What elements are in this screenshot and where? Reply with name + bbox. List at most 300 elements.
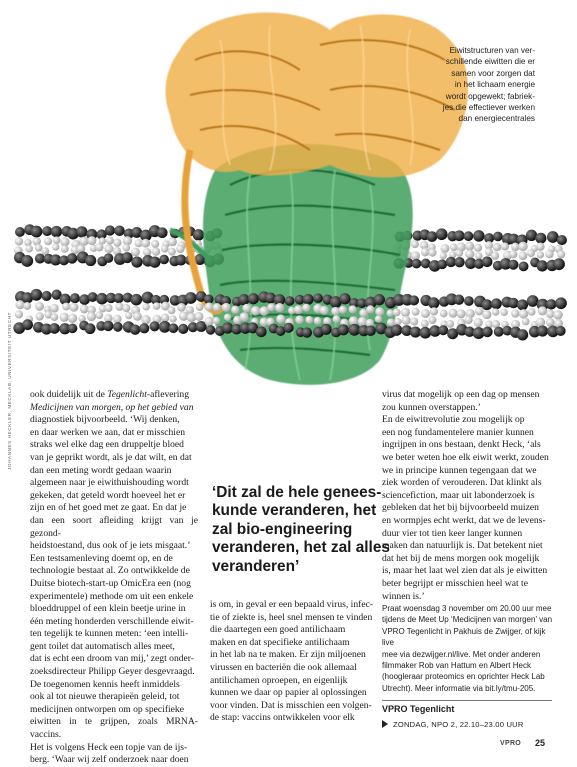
lipid-sphere — [238, 294, 249, 305]
caption-line: jes die effectiever werken — [442, 103, 535, 113]
lipid-sphere — [161, 245, 169, 253]
lipid-sphere — [115, 303, 123, 311]
lipid-sphere — [60, 313, 69, 322]
lipid-sphere — [409, 295, 419, 305]
lipid-sphere — [475, 252, 482, 259]
text-line: maken dan natuurlijk is. Dat betekent niet — [382, 540, 543, 552]
promo-line: mee via dezwijger.nl/live. Met onder anderen — [382, 649, 541, 659]
lipid-sphere — [276, 314, 285, 323]
lipid-sphere — [427, 231, 438, 242]
lipid-sphere — [508, 260, 518, 270]
lipid-sphere — [224, 314, 231, 321]
lipid-sphere — [15, 227, 25, 237]
lipid-sphere — [239, 312, 248, 321]
lipid-sphere — [62, 302, 70, 310]
lipid-sphere — [509, 250, 517, 258]
lipid-sphere — [358, 317, 368, 327]
text-line: straks wel elke dag een druppeltje bloed — [30, 439, 184, 451]
text-line: de stap: vaccins ontwikkelen voor elk — [210, 712, 355, 724]
lipid-sphere — [519, 261, 529, 271]
lipid-sphere — [412, 259, 422, 269]
text-line: virus dat mogelijk op een dag op mensen — [382, 389, 540, 400]
lipid-sphere — [536, 243, 544, 251]
promo-line: VPRO Tegenlicht in Pakhuis de Zwijger, of kijk live — [382, 626, 546, 648]
text-line: algemeen naar je eiwithuishouding wordt — [30, 477, 189, 489]
page-footer — [500, 738, 545, 748]
text-line: en daar werken we aan, dat er misschien — [30, 426, 186, 438]
lipid-sphere — [168, 306, 176, 314]
broadcast-time: ZONDAG, NPO 2, 22.10–23.00 UUR — [393, 719, 524, 729]
quote-line: ‘Dit zal de hele genees- — [212, 484, 382, 501]
text-line: berg. ‘Waar wij zelf onderzoek naar doen — [30, 754, 189, 766]
page-number: 25 — [535, 738, 546, 748]
text-line: gent toilet dat automatisch alles meet, — [30, 640, 175, 652]
lipid-sphere — [169, 323, 179, 333]
lipid-sphere — [501, 309, 508, 316]
lipid-sphere — [519, 251, 528, 260]
promo-line: tijdens de Meet Up ‘Medicijnen van morgen’ van — [382, 615, 553, 625]
caption-line: schillende eiwitten die er — [445, 57, 535, 67]
lipid-sphere — [339, 306, 347, 314]
lipid-sphere — [133, 312, 142, 321]
lipid-sphere — [522, 318, 530, 326]
lipid-sphere — [428, 249, 436, 257]
lipid-sphere — [35, 302, 44, 311]
lipid-sphere — [333, 315, 341, 323]
lipid-sphere — [68, 324, 78, 334]
lipid-sphere — [349, 305, 357, 313]
text-line: ook al tot nieuwe therapieën geleid, tot — [30, 691, 180, 703]
lipid-sphere — [284, 323, 294, 333]
lipid-sphere — [547, 231, 559, 243]
lipid-sphere — [51, 226, 62, 237]
lipid-sphere — [69, 303, 78, 312]
lipid-sphere — [113, 315, 122, 324]
lipid-sphere — [538, 306, 547, 315]
text-line: dat het bij de mens morgen ook mogelijk — [382, 552, 540, 564]
text-line: van je geprikt wordt, als je dat wilt, en dat — [30, 451, 192, 463]
lipid-sphere — [157, 227, 168, 238]
text-line: één meting honderden verschillende eiwit- — [30, 615, 194, 627]
event-promo — [382, 603, 557, 730]
lipid-sphere — [196, 303, 204, 311]
lipid-sphere — [168, 238, 177, 247]
lipid-sphere — [185, 292, 197, 304]
lipid-sphere — [122, 252, 133, 263]
lipid-sphere — [42, 291, 52, 301]
text-line: kunnen we daar op papier al oplossingen — [210, 687, 367, 699]
text-line: eiwitten in te grijpen, zoals MRNA-vaccins. — [30, 716, 198, 741]
promo-line: Praat woensdag 3 november om 20.00 uur mee — [382, 604, 552, 613]
caption-line: dan energiecentrales — [458, 114, 535, 124]
lipid-sphere — [394, 318, 401, 325]
lipid-sphere — [176, 255, 187, 266]
promo-line: Utrecht). Meer informatie via bit.ly/tmu-205. — [382, 683, 536, 693]
lipid-sphere — [295, 315, 304, 324]
lipid-sphere — [87, 312, 96, 321]
lipid-sphere — [546, 318, 555, 327]
lipid-sphere — [123, 236, 132, 245]
text-line: experimentele) methode om uit een enkele — [30, 590, 194, 602]
lipid-sphere — [518, 242, 527, 251]
lipid-sphere — [437, 259, 447, 269]
lipid-sphere — [123, 244, 131, 252]
text-line: zou kunnen overstappen.’ — [382, 401, 481, 413]
lipid-sphere — [242, 304, 251, 313]
lipid-sphere — [42, 226, 52, 236]
text-line: ingrijpen in ons bestaan, denkt Heck, ‘als — [382, 439, 541, 451]
lipid-sphere — [440, 310, 448, 318]
text-line: virussen en bacteriën die ook allemaal — [210, 661, 357, 673]
lipid-sphere — [557, 250, 565, 258]
promo-line: filmmaker Rob van Hattum en Albert Heck — [382, 661, 531, 671]
green-protein — [170, 144, 413, 385]
lipid-sphere — [501, 242, 509, 250]
lipid-sphere — [419, 327, 431, 339]
lipid-sphere — [105, 304, 113, 312]
lipid-sphere — [248, 293, 259, 304]
text-line: dat is echt een droom van mij,’ zegt onder- — [30, 653, 194, 665]
lipid-sphere — [454, 230, 465, 241]
lipid-sphere — [143, 303, 150, 310]
lipid-sphere — [125, 312, 132, 319]
lipid-sphere — [53, 236, 61, 244]
lipid-sphere — [320, 324, 331, 335]
lipid-sphere — [421, 320, 429, 328]
lipid-sphere — [410, 326, 421, 337]
lipid-sphere — [491, 252, 499, 260]
lipid-sphere — [206, 325, 216, 335]
text-line: we in principe kunnen tegengaan dat we — [382, 464, 537, 476]
text-line: En de eiwitrevolutie zou mogelijk op — [382, 414, 525, 426]
text-line: een nog fundamentelere manier kunnen — [382, 426, 534, 438]
lipid-sphere — [402, 316, 411, 325]
article-column-3 — [382, 389, 552, 603]
text-line: duur vier tot tien keer langer kunnen — [382, 527, 523, 539]
lipid-sphere — [365, 326, 376, 337]
text-line: maken en dat specifieke antilichaam — [210, 636, 350, 648]
text-line: is om, in geval er een bepaald virus, infec- — [210, 599, 374, 610]
lipid-sphere — [546, 310, 554, 318]
text-line: ten tegelijk te kunnen meten: ‘een intelli- — [30, 628, 189, 640]
lipid-sphere — [149, 257, 160, 268]
lipid-sphere — [305, 316, 313, 324]
lipid-sphere — [410, 317, 418, 325]
caption-line: in het lichaam energie — [454, 80, 535, 90]
text-line: gebleken dat het bij bijvoorbeeld muizen — [382, 502, 539, 514]
lipid-sphere — [537, 325, 548, 336]
lipid-sphere — [454, 257, 464, 267]
lipid-sphere — [85, 255, 96, 266]
program-title: Tegenlicht — [107, 389, 147, 400]
lipid-sphere — [302, 304, 310, 312]
lipid-sphere — [294, 305, 303, 314]
lipid-sphere — [104, 244, 113, 253]
pull-quote — [212, 484, 402, 576]
lipid-sphere — [205, 302, 214, 311]
lipid-sphere — [49, 323, 60, 334]
text-line: diagnostiek bijvoorbeeld. ‘Wij denken, — [30, 414, 180, 426]
text-line: heidstoestand, dus ook of je iets misgaat.’ — [30, 540, 191, 552]
lipid-sphere — [338, 324, 349, 335]
quote-line: zal bio-engineering — [212, 520, 353, 538]
lipid-sphere — [440, 244, 449, 253]
lipid-sphere — [492, 308, 499, 315]
lipid-sphere — [553, 258, 565, 270]
lipid-sphere — [178, 324, 188, 334]
promo-divider — [382, 700, 552, 701]
caption-line: samen voor zorgen dat — [451, 68, 535, 78]
lipid-sphere — [464, 296, 474, 306]
lipid-sphere — [141, 315, 151, 325]
lipid-sphere — [428, 316, 436, 324]
lipid-sphere — [104, 253, 114, 263]
lipid-sphere — [61, 245, 69, 253]
lipid-sphere — [70, 293, 80, 303]
text-line: die daartegen een goed antilichaam — [210, 624, 346, 636]
lipid-sphere — [473, 230, 484, 241]
lipid-sphere — [15, 237, 23, 245]
lipid-sphere — [31, 289, 43, 301]
lipid-sphere — [411, 240, 419, 248]
text-line: we beter weten hoe elk eiwit werkt, zouden — [382, 451, 549, 463]
text-line: in het lab na te maken. Er zijn miljoenen — [210, 649, 366, 661]
lipid-sphere — [535, 233, 546, 244]
lipid-sphere — [151, 240, 159, 248]
lipid-sphere — [204, 317, 213, 326]
lipid-sphere — [153, 302, 161, 310]
lipid-sphere — [320, 306, 329, 315]
lipid-sphere — [482, 327, 493, 338]
text-line: De toegenomen kennis heeft inmiddels — [30, 678, 180, 690]
lipid-sphere — [23, 302, 31, 310]
text-line: voor vinden. Dat is misschien een volgen- — [210, 699, 372, 711]
lipid-sphere — [491, 298, 502, 309]
lipid-sphere — [366, 305, 374, 313]
text-line: ook duidelijk uit de Tegenlicht-aflevering — [30, 389, 189, 400]
photo-credit: JOHANNES HECKLER, MECKLAB, UNIVERSITEIT UTRECHT — [7, 311, 12, 470]
lipid-sphere — [114, 293, 124, 303]
text-line: Het is volgens Heck een topje van de ijs- — [30, 741, 188, 753]
lipid-sphere — [130, 294, 142, 306]
lipid-sphere — [141, 239, 150, 248]
lipid-sphere — [493, 232, 503, 242]
lipid-sphere — [131, 248, 140, 257]
lipid-sphere — [508, 298, 519, 309]
text-line: zoeksdirecteur Philipp Geyer desgevraagd. — [30, 666, 195, 678]
vpro-logo: VPRO — [500, 739, 522, 747]
lipid-sphere — [195, 312, 204, 321]
text-line: en wormpjes echt werkt, dat we de levens- — [382, 514, 546, 526]
lipid-sphere — [44, 237, 52, 245]
lipid-sphere — [401, 308, 410, 317]
text-line: dan een meting wordt gedaan waarin — [30, 464, 172, 476]
lipid-sphere — [303, 294, 314, 305]
lipid-sphere — [267, 303, 275, 311]
lipid-sphere — [95, 243, 103, 251]
text-line: Medicijnen van morgen, op het gebied van — [30, 401, 194, 413]
lipid-sphere — [536, 318, 545, 327]
lipid-sphere — [68, 314, 77, 323]
lipid-sphere — [87, 236, 96, 245]
lipid-sphere — [113, 322, 123, 332]
lipid-sphere — [150, 321, 160, 331]
text-line: dan een soort afleiding krijgt van je gezond- — [30, 514, 198, 539]
lipid-sphere — [25, 245, 33, 253]
lipid-sphere — [438, 325, 448, 335]
lipid-sphere — [152, 247, 160, 255]
lipid-sphere — [105, 225, 115, 235]
lipid-sphere — [517, 329, 528, 340]
lipid-sphere — [85, 323, 96, 334]
text-line: Duitse biotech-start-up OmicEra een (nog — [30, 577, 191, 589]
lipid-sphere — [493, 243, 502, 252]
text-line: technologie bestaat al. Zo ontwikkelde de — [30, 565, 190, 577]
lipid-sphere — [374, 294, 385, 305]
lipid-sphere — [80, 305, 89, 314]
article-column-2 — [210, 599, 378, 725]
quote-line: kunde veranderen, het — [212, 502, 377, 520]
lipid-sphere — [393, 308, 401, 316]
lipid-sphere — [139, 323, 149, 333]
lipid-sphere — [106, 237, 114, 245]
lipid-sphere — [35, 312, 43, 320]
lipid-sphere — [114, 225, 125, 236]
lipid-sphere — [457, 309, 466, 318]
lipid-sphere — [555, 297, 567, 309]
lipid-sphere — [213, 317, 221, 325]
lipid-sphere — [482, 310, 491, 319]
lipid-sphere — [314, 317, 322, 325]
lipid-sphere — [22, 319, 33, 330]
lipid-sphere — [446, 320, 454, 328]
lipid-sphere — [465, 242, 474, 251]
lipid-sphere — [430, 307, 438, 315]
lipid-sphere — [88, 292, 98, 302]
lipid-sphere — [436, 228, 448, 240]
caption-line: wordt opgewekt; fabriek- — [445, 91, 535, 101]
lipid-sphere — [285, 296, 295, 306]
lipid-sphere — [454, 295, 464, 305]
lipid-sphere — [474, 318, 483, 327]
lipid-sphere — [517, 299, 528, 310]
lipid-sphere — [50, 304, 59, 313]
article-column-1 — [30, 389, 198, 767]
lipid-sphere — [131, 256, 142, 267]
lipid-sphere — [537, 260, 548, 271]
lipid-sphere — [545, 250, 553, 258]
lipid-sphere — [528, 308, 536, 316]
lipid-sphere — [52, 243, 59, 250]
lipid-sphere — [440, 252, 447, 259]
lipid-sphere — [122, 304, 130, 312]
lipid-sphere — [391, 324, 403, 336]
text-line: Een testsamenleving doemt op, en de — [30, 552, 173, 564]
lipid-sphere — [168, 248, 176, 256]
lipid-sphere — [428, 297, 439, 308]
lipid-sphere — [31, 226, 43, 238]
text-line: bloeddruppel of een klein beetje urine in — [30, 603, 186, 615]
lipid-sphere — [421, 309, 430, 318]
lipid-sphere — [21, 255, 33, 267]
lipid-sphere — [553, 310, 563, 320]
text-line: ziek worden of verouderen. Dat klinkt als — [382, 477, 542, 489]
lipid-sphere — [375, 315, 382, 322]
lipid-sphere — [464, 316, 472, 324]
lipid-sphere — [275, 303, 284, 312]
program-name: VPRO Tegenlicht — [382, 704, 455, 715]
lipid-sphere — [556, 326, 566, 336]
lipid-sphere — [537, 251, 544, 258]
lipid-sphere — [213, 303, 222, 312]
lipid-sphere — [546, 299, 556, 309]
text-line: is, maar het laat wel zien dat als je eiwitten — [382, 565, 548, 577]
lipid-sphere — [456, 249, 463, 256]
lipid-sphere — [331, 307, 340, 316]
lipid-sphere — [35, 244, 43, 252]
quote-line: veranderen, het zal alles — [212, 539, 390, 557]
lipid-sphere — [527, 295, 539, 307]
quote-line: veranderen’ — [212, 557, 300, 575]
broadcast-info — [382, 719, 557, 730]
lipid-sphere — [482, 256, 493, 267]
lipid-sphere — [51, 313, 59, 321]
text-line: sciencefiction, maar uit labonderzoek is — [382, 489, 535, 501]
lipid-sphere — [130, 325, 140, 335]
lipid-sphere — [170, 315, 177, 322]
lipid-sphere — [103, 321, 113, 331]
lipid-sphere — [67, 253, 77, 263]
text-line: tie of ziekte is, heel snel mensen te vinden — [210, 611, 373, 623]
lipid-sphere — [76, 226, 87, 237]
lipid-sphere — [482, 299, 493, 310]
text-line: antilichamen oproepen, en eigenlijk — [210, 674, 348, 686]
lipid-sphere — [256, 327, 267, 338]
lipid-sphere — [448, 309, 457, 318]
caption-line: Eiwitstructuren van ver- — [449, 46, 535, 55]
lipid-sphere — [375, 307, 384, 316]
lipid-sphere — [474, 244, 482, 252]
lipid-sphere — [464, 231, 474, 241]
lipid-sphere — [231, 306, 239, 314]
text-line: beter begrijpt er misschien heel wat te — [382, 577, 528, 589]
lipid-sphere — [113, 239, 121, 247]
text-line: gekeken, dat geteld wordt hoeveel het er — [30, 489, 186, 501]
lipid-sphere — [557, 235, 567, 245]
text-line: medicijnen ontworpen om op specifieke — [30, 703, 184, 715]
lipid-sphere — [302, 327, 312, 337]
lipid-sphere — [313, 293, 323, 303]
lipid-sphere — [222, 303, 231, 312]
text-line: zijn en of het goed met ze gaat. En dat je — [30, 502, 187, 514]
lipid-sphere — [339, 293, 350, 304]
lipid-sphere — [519, 309, 529, 319]
lipid-sphere — [494, 327, 504, 337]
promo-line: (hoogleraar proteomics en oprichter Heck Lab — [382, 672, 545, 682]
lipid-sphere — [15, 310, 23, 318]
image-caption — [395, 45, 535, 125]
lipid-sphere — [161, 314, 169, 322]
lipid-sphere — [251, 306, 261, 316]
lipid-sphere — [193, 229, 205, 241]
lipid-sphere — [412, 308, 420, 316]
text-line: winnen is.’ — [382, 590, 425, 602]
lipid-sphere — [159, 255, 169, 265]
play-arrow-icon — [382, 720, 388, 728]
lipid-sphere — [511, 309, 519, 317]
lipid-sphere — [527, 249, 535, 257]
lipid-sphere — [177, 303, 186, 312]
